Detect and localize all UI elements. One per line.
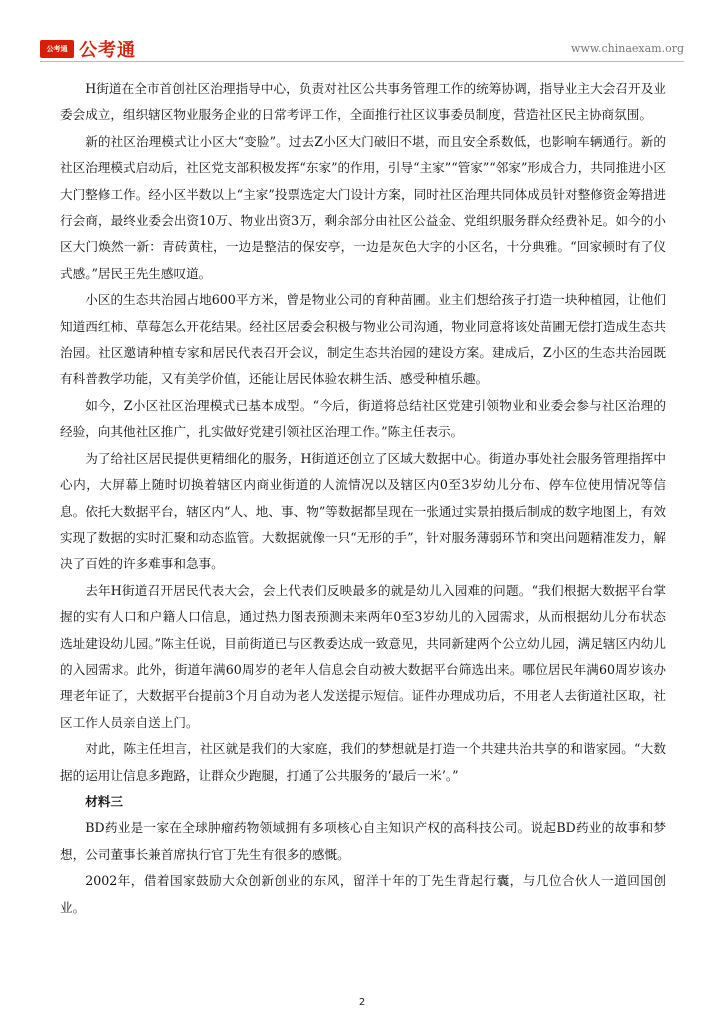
- page-number: 2: [358, 997, 366, 1008]
- paragraph: 为了给社区居民提供更精细化的服务，H街道还创立了区域大数据中心。街道办事处社会服务管理指挥中心内，大屏幕上随时切换着辖区内商业街道的人流情况以及辖区内0至3岁幼儿分布、停车位使用情况等信息。依托大数据平台，辖区内“人、地、事、物”等数据都呈现在一张通过实景拍摄后制成的数字地图上，有效实现了数据的实时汇聚和动态监管。大数据就像一只“无形的手”，针对服务薄弱环节和突出问题精准发力，解决了百姓的许多难事和急事。: [60, 450, 666, 572]
- document-body: [60, 76, 666, 921]
- header-divider: [40, 61, 684, 62]
- logo-text: 公考通: [79, 40, 136, 61]
- page-header: [40, 32, 684, 62]
- paragraph: 对此，陈主任坦言，社区就是我们的大家庭，我们的梦想就是打造一个共建共治共享的和谐家园。“大数据的运用让信息多跑路，让群众少跑腿，打通了公共服务的‘最后一米’。”: [60, 741, 666, 783]
- paragraph: 2002年，借着国家鼓励大众创新创业的东风，留洋十年的丁先生背起行囊，与几位合伙人一道回国创业。: [60, 873, 666, 915]
- paragraph: 如今，Z小区社区治理模式已基本成型。“今后，街道将总结社区党建引领物业和业委会参与社区治理的经验，向其他社区推广，扎实做好党建引领社区治理工作。”陈主任表示。: [60, 397, 666, 440]
- section-title: 材料三: [85, 793, 123, 809]
- logo: [40, 36, 136, 62]
- paragraph: BD药业是一家在全球肿瘤药物领域拥有多项核心自主知识产权的高科技公司。说起BD药业的故事和梦想，公司董事长兼首席执行官丁先生有很多的感慨。: [60, 820, 666, 862]
- paragraph: H街道在全市首创社区治理指导中心，负责对社区公共事务管理工作的统筹协调，指导业主大会召开及业委会成立，组织辖区物业服务企业的日常考评工作，全面推行社区议事委员制度，营造社区民主协商氛围。: [60, 81, 666, 123]
- paragraph: 新的社区治理模式让小区大“变脸”。过去Z小区大门破旧不堪，而且安全系数低，也影响车辆通行。新的社区治理模式启动后，社区党支部积极发挥“东家”的作用，引导“主家”“管家”“邻家”形成合力，共同推进小区大门整修工作。经小区半数以上“主家”投票选定大门设计方案，同时社区治理共同体成员针对整修资金筹措进行会商，最终业委会出资10万、物业出资3万，剩余部分由社区公益金、党组织服务群众经费补足。如今的小区大门焕然一新：青砖黄柱，一边是整洁的保安亭，一边是灰色大字的小区名，十分典雅。“回家顿时有了仪式感。”居民王先生感叹道。: [60, 133, 666, 281]
- logo-badge: 公考通: [40, 40, 74, 58]
- paragraph: 去年H街道召开居民代表大会，会上代表们反映最多的就是幼儿入园难的问题。“我们根据大数据平台掌握的实有人口和户籍人口信息，通过热力图表预测未来两年0至3岁幼儿的入园需求，从而根据幼儿分布状态选址建设幼儿园。”陈主任说，目前街道已与区教委达成一致意见，共同新建两个公立幼儿园，满足辖区内幼儿的入园需求。此外，街道年满60周岁的老年人信息会自动被大数据平台筛选出来。哪位居民年满60周岁该办理老年证了，大数据平台提前3个月自动为老人发送提示短信。证件办理成功后，不用老人去街道社区取，社区工作人员亲自送上门。: [60, 582, 666, 730]
- site-url: www.chinaexam.org: [571, 42, 684, 55]
- paragraph: 小区的生态共治园占地600平方米，曾是物业公司的育种苗圃。业主们想给孩子打造一块种植园，让他们知道西红柿、草莓怎么开花结果。经社区居委会积极与物业公司沟通，物业同意将该处苗圃无偿打造成生态共治园。社区邀请种植专家和居民代表召开会议，制定生态共治园的建设方案。建成后，Z小区的生态共治园既有科普教学功能，又有美学价值，还能让居民体验农耕生活、感受种植乐趣。: [60, 292, 666, 387]
